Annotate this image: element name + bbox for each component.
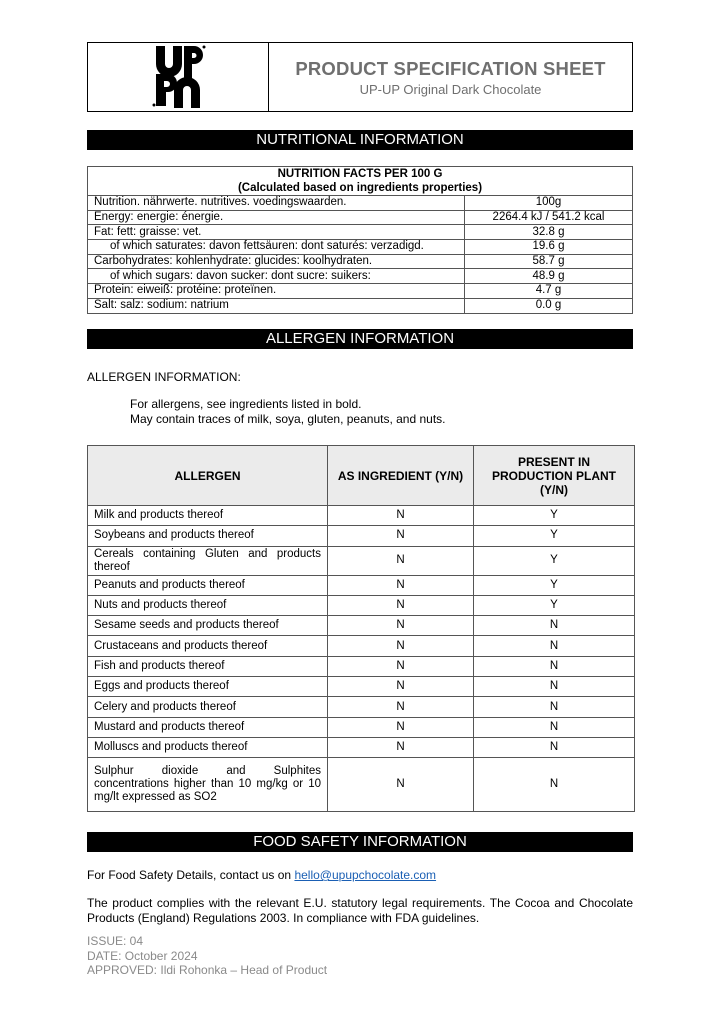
table-row <box>88 758 635 812</box>
table-row <box>88 254 633 269</box>
allergen-name: Milk and products thereof <box>88 506 328 526</box>
as-ingredient-value: N <box>328 575 474 595</box>
nutrient-label: Protein: eiweiß: protéine: proteïnen. <box>88 284 465 299</box>
allergen-name: Cereals containing Gluten and products thereof <box>88 546 328 575</box>
nutrient-label: Carbohydrates: kohlenhydrate: glucides: koolhydraten. <box>88 254 465 269</box>
plant-value: N <box>474 737 635 757</box>
allergen-name: Eggs and products thereof <box>88 677 328 697</box>
table-row <box>88 240 633 255</box>
nutrition-heading-line1: NUTRITION FACTS PER 100 G <box>277 168 443 180</box>
table-row <box>88 269 633 284</box>
page-subtitle: UP-UP Original Dark Chocolate <box>359 81 542 97</box>
as-ingredient-value: N <box>328 758 474 812</box>
issue-number: ISSUE: 04 <box>87 934 144 948</box>
allergen-name: Celery and products thereof <box>88 697 328 717</box>
table-row <box>88 225 633 240</box>
col-production-plant: PRESENT IN PRODUCTION PLANT (Y/N) <box>474 446 635 506</box>
table-row <box>88 616 635 636</box>
as-ingredient-value: N <box>328 656 474 676</box>
table-row <box>88 506 635 526</box>
issue-info <box>87 934 327 978</box>
plant-value: Y <box>474 575 635 595</box>
as-ingredient-value: N <box>328 595 474 615</box>
issue-approved: APPROVED: Ildi Rohonka – Head of Product <box>87 963 328 977</box>
title-cell <box>269 43 632 111</box>
plant-value: N <box>474 656 635 676</box>
as-ingredient-value: N <box>328 506 474 526</box>
nutrient-value: 58.7 g <box>465 254 633 269</box>
nutrient-value: 48.9 g <box>465 269 633 284</box>
nutrient-value: 32.8 g <box>465 225 633 240</box>
nutrient-value: 2264.4 kJ / 541.2 kcal <box>465 210 633 225</box>
table-row <box>88 196 633 211</box>
table-row <box>88 298 633 313</box>
nutrient-value: 4.7 g <box>465 284 633 299</box>
table-row <box>88 546 635 575</box>
allergen-name: Nuts and products thereof <box>88 595 328 615</box>
as-ingredient-value: N <box>328 546 474 575</box>
plant-value: N <box>474 758 635 812</box>
nutrient-value: 100g <box>465 196 633 211</box>
allergen-name: Soybeans and products thereof <box>88 526 328 546</box>
allergen-table-header <box>88 446 635 506</box>
table-row <box>88 526 635 546</box>
plant-value: Y <box>474 526 635 546</box>
allergen-note: May contain traces of milk, soya, gluten, peanuts, and nuts. <box>130 411 446 426</box>
allergen-name: Sulphur dioxide and Sulphites concentrations higher than 10 mg/kg or 10 mg/lt expressed as SO2 <box>88 758 328 812</box>
nutrient-value: 0.0 g <box>465 298 633 313</box>
plant-value: N <box>474 616 635 636</box>
nutrient-label: Fat: fett: graisse: vet. <box>88 225 465 240</box>
col-as-ingredient: AS INGREDIENT (Y/N) <box>328 446 474 506</box>
nutrient-label: Salt: salz: sodium: natrium <box>88 298 465 313</box>
nutrition-table-header <box>88 167 633 196</box>
issue-date: DATE: October 2024 <box>87 948 198 963</box>
allergen-name: Molluscs and products thereof <box>88 737 328 757</box>
plant-value: Y <box>474 506 635 526</box>
nutrient-label: of which sugars: davon sucker: dont sucre: suikers: <box>88 269 465 284</box>
table-row <box>88 737 635 757</box>
col-allergen: ALLERGEN <box>88 446 328 506</box>
as-ingredient-value: N <box>328 636 474 656</box>
table-row <box>88 210 633 225</box>
allergen-table <box>87 445 635 812</box>
allergen-name: Sesame seeds and products thereof <box>88 616 328 636</box>
allergen-intro: ALLERGEN INFORMATION: <box>87 370 241 384</box>
table-row <box>88 717 635 737</box>
logo-cell <box>88 43 269 111</box>
table-row <box>88 656 635 676</box>
nutrition-heading-line2: (Calculated based on ingredients properties) <box>237 182 483 194</box>
table-row <box>88 595 635 615</box>
as-ingredient-value: N <box>328 526 474 546</box>
compliance-statement: The product complies with the relevant E.U. statutory legal requirements. The Cocoa and Chocolate Products (England) Regulations 2003. In compliance with FDA guidelines. <box>87 896 633 925</box>
nutrition-table <box>87 166 633 314</box>
contact-email-link[interactable]: hello@upupchocolate.com <box>294 868 437 882</box>
table-row <box>88 636 635 656</box>
section-nutritional: NUTRITIONAL INFORMATION <box>87 130 633 150</box>
section-allergen: ALLERGEN INFORMATION <box>87 329 633 349</box>
plant-value: N <box>474 717 635 737</box>
nutrient-label: Energy: energie: énergie. <box>88 210 465 225</box>
nutrient-label: of which saturates: davon fettsäuren: dont saturés: verzadigd. <box>88 240 465 255</box>
table-row <box>88 677 635 697</box>
allergen-name: Crustaceans and products thereof <box>88 636 328 656</box>
as-ingredient-value: N <box>328 717 474 737</box>
plant-value: N <box>474 636 635 656</box>
nutrition-heading <box>88 167 633 196</box>
allergen-name: Peanuts and products thereof <box>88 575 328 595</box>
contact-prefix: For Food Safety Details, contact us on <box>87 868 295 882</box>
as-ingredient-value: N <box>328 697 474 717</box>
allergen-notes <box>130 397 446 426</box>
page-title: PRODUCT SPECIFICATION SHEET <box>295 57 606 79</box>
allergen-name: Fish and products thereof <box>88 656 328 676</box>
table-row <box>88 575 635 595</box>
allergen-name: Mustard and products thereof <box>88 717 328 737</box>
table-row <box>88 697 635 717</box>
header-box <box>87 42 633 112</box>
plant-value: Y <box>474 546 635 575</box>
section-food-safety: FOOD SAFETY INFORMATION <box>87 832 633 852</box>
plant-value: N <box>474 677 635 697</box>
table-row <box>88 284 633 299</box>
allergen-note: For allergens, see ingredients listed in bold. <box>130 397 362 411</box>
nutrient-value: 19.6 g <box>465 240 633 255</box>
as-ingredient-value: N <box>328 737 474 757</box>
food-safety-contact <box>87 868 436 882</box>
nutrient-label: Nutrition. nährwerte. nutritives. voedingswaarden. <box>88 196 465 211</box>
as-ingredient-value: N <box>328 616 474 636</box>
plant-value: Y <box>474 595 635 615</box>
plant-value: N <box>474 697 635 717</box>
up-up-logo <box>148 42 208 112</box>
as-ingredient-value: N <box>328 677 474 697</box>
